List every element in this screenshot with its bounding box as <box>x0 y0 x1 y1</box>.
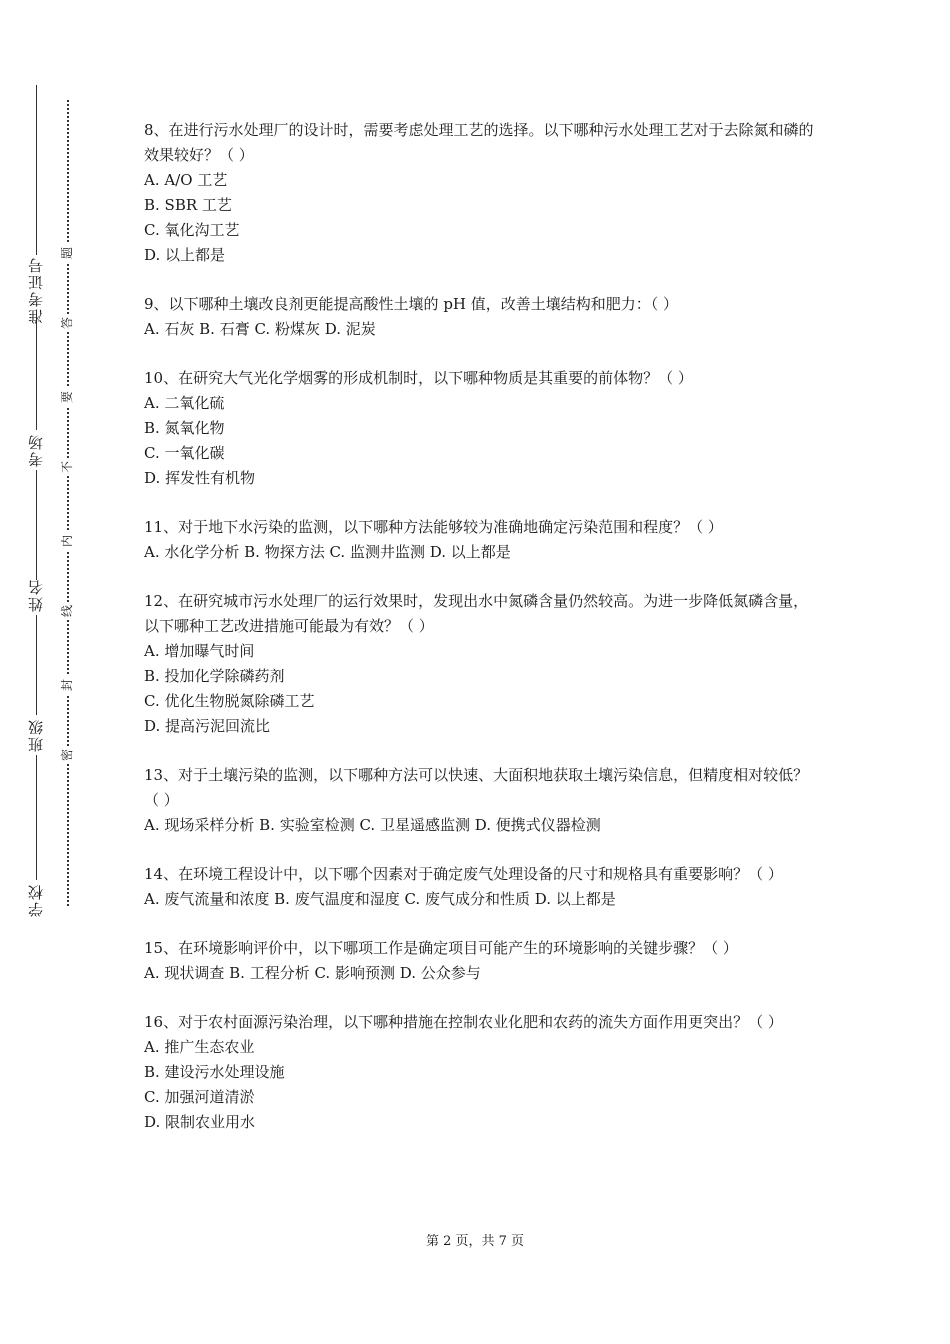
question-15 <box>144 936 814 986</box>
option-line: A. 水化学分析 B. 物探方法 C. 监测井监测 D. 以上都是 <box>144 543 511 561</box>
seal-char: 内 <box>58 532 76 550</box>
question-11 <box>144 515 814 565</box>
question-16 <box>144 1010 814 1135</box>
option-d: D. 以上都是 <box>144 246 226 264</box>
question-stem: 11、对于地下水污染的监测，以下哪种方法能够较为准确地确定污染范围和程度？（ ） <box>144 518 723 536</box>
option-a: A. A/O 工艺 <box>144 171 228 189</box>
option-c: C. 加强河道清淤 <box>144 1088 255 1106</box>
question-8 <box>144 118 814 268</box>
question-stem: 15、在环境影响评价中，以下哪项工作是确定项目可能产生的环境影响的关键步骤？（ ） <box>144 939 738 957</box>
field-label-exam-number: 准考证号 <box>27 256 45 324</box>
option-d: D. 限制农业用水 <box>144 1113 256 1131</box>
page-number: 第 2 页，共 7 页 <box>425 1234 525 1249</box>
option-a: A. 增加曝气时间 <box>144 642 255 660</box>
question-stem: 10、在研究大气光化学烟雾的形成机制时，以下哪种物质是其重要的前体物？（ ） <box>144 369 693 387</box>
binding-margin <box>0 0 90 1344</box>
question-stem: 14、在环境工程设计中，以下哪个因素对于确定废气处理设备的尺寸和规格具有重要影响？（ ） <box>144 865 783 883</box>
seal-char: 密 <box>58 746 76 764</box>
field-label-school: 学校 <box>27 883 45 917</box>
question-13 <box>144 763 814 838</box>
question-stem: 12、在研究城市污水处理厂的运行效果时，发现出水中氮磷含量仍然较高。为进一步降低氮磷含量，以下哪种工艺改进措施可能最为有效？（ ） <box>144 592 809 635</box>
question-10 <box>144 366 814 491</box>
seal-char: 题 <box>58 244 76 262</box>
seal-char: 不 <box>58 458 76 476</box>
field-line <box>36 470 37 580</box>
question-9 <box>144 292 814 342</box>
field-line <box>36 320 37 430</box>
field-label-name: 姓名 <box>27 578 45 612</box>
question-14 <box>144 862 814 912</box>
option-c: C. 氧化沟工艺 <box>144 221 240 239</box>
option-a: A. 二氧化硫 <box>144 394 225 412</box>
option-b: B. 氮氧化物 <box>144 419 225 437</box>
option-line: A. 现状调查 B. 工程分析 C. 影响预测 D. 公众参与 <box>144 964 481 982</box>
option-b: B. 投加化学除磷药剂 <box>144 667 285 685</box>
option-a: A. 推广生态农业 <box>144 1038 255 1056</box>
seal-char: 封 <box>58 676 76 694</box>
option-d: D. 提高污泥回流比 <box>144 717 271 735</box>
question-12 <box>144 589 814 739</box>
option-c: C. 一氧化碳 <box>144 444 225 462</box>
field-line <box>36 85 37 255</box>
field-line <box>36 755 37 880</box>
option-line: A. 现场采样分析 B. 实验室检测 C. 卫星遥感监测 D. 便携式仪器检测 <box>144 816 601 834</box>
option-d: D. 挥发性有机物 <box>144 469 256 487</box>
question-list <box>144 118 814 1159</box>
option-b: B. 建设污水处理设施 <box>144 1063 285 1081</box>
field-label-exam-room: 考场 <box>27 433 45 467</box>
option-line: A. 废气流量和浓度 B. 废气温度和湿度 C. 废气成分和性质 D. 以上都是 <box>144 890 616 908</box>
question-stem: 9、以下哪种土壤改良剂更能提高酸性土壤的 pH 值，改善土壤结构和肥力：（ ） <box>144 295 679 313</box>
option-b: B. SBR 工艺 <box>144 196 232 214</box>
option-line: A. 石灰 B. 石膏 C. 粉煤灰 D. 泥炭 <box>144 320 376 338</box>
seal-char: 线 <box>58 602 76 620</box>
field-label-class: 班级 <box>27 718 45 752</box>
seal-char: 答 <box>58 314 76 332</box>
field-line <box>36 615 37 715</box>
seal-char: 要 <box>58 388 76 406</box>
seal-dotted-line <box>67 100 69 906</box>
question-stem: 13、对于土壤污染的监测，以下哪种方法可以快速、大面积地获取土壤污染信息，但精度相对较低？（ ） <box>144 766 809 809</box>
question-stem: 8、在进行污水处理厂的设计时，需要考虑处理工艺的选择。以下哪种污水处理工艺对于去除氮和磷的效果较好？（ ） <box>144 121 814 164</box>
option-c: C. 优化生物脱氮除磷工艺 <box>144 692 315 710</box>
question-stem: 16、对于农村面源污染治理，以下哪种措施在控制农业化肥和农药的流失方面作用更突出？（ ） <box>144 1013 783 1031</box>
